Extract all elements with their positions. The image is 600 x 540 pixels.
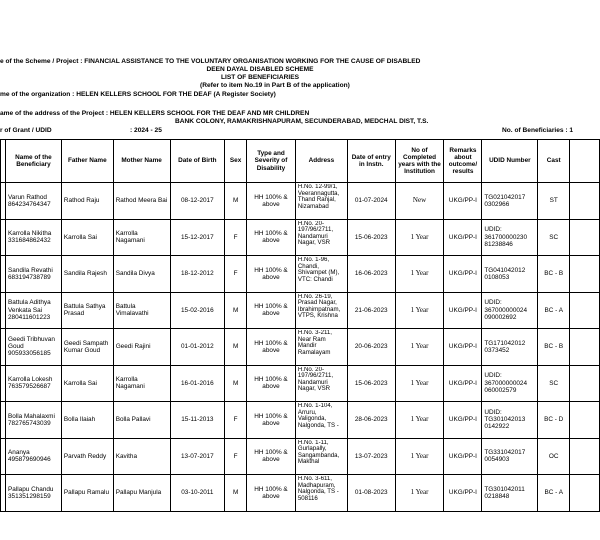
cell-address — [295, 256, 347, 293]
col-sex: Sex — [225, 140, 247, 183]
cell-mother: Rathod Meera Bai — [113, 183, 170, 220]
row-edge-right — [570, 256, 600, 293]
cell-mother: Pallapu Manjula — [113, 475, 170, 512]
row-edge-right — [570, 292, 600, 329]
col-mother: Mother Name — [113, 140, 170, 183]
cell-years: 1 Year — [395, 292, 444, 329]
cell-name: Sandila Revathi 683194738789 — [6, 256, 62, 293]
cell-address-text: H.No. 3-611, Madhapuram, Nalgonda, TS - 508116 — [297, 476, 339, 502]
cell-dob: 03-10-2011 — [170, 475, 225, 512]
cell-type: HH 100% & above — [247, 183, 296, 220]
cell-name: Karrolla Nikitha 331684862432 — [6, 219, 62, 256]
row-edge-right — [570, 475, 600, 512]
cell-name: Ananya 495879690946 — [6, 438, 62, 475]
cell-name: Varun Rathod 864234764347 — [6, 183, 62, 220]
cell-udid: UDID: 361700000230 81238846 — [482, 219, 538, 256]
scheme-title: e of the Scheme / Project : FINANCIAL ASSISTANCE TO THE VOLUNTARY ORGANISATION WORKING FOR THE CAUSE OF DISABLED — [0, 58, 421, 65]
cell-address-text: H.No. 1-96, Chandi, Shivampet (M), VTC: Chandi — [297, 257, 340, 283]
cell-address — [295, 219, 347, 256]
cell-sex: M — [225, 329, 247, 366]
cell-sex: F — [225, 402, 247, 439]
cell-dob: 13-07-2017 — [170, 438, 225, 475]
cell-entry: 15-06-2023 — [347, 365, 395, 402]
cell-remarks: UKG/PP-I — [444, 402, 482, 439]
cell-caste: BC - B — [538, 329, 570, 366]
cell-remarks: UKG/PP-I — [444, 219, 482, 256]
table-row — [1, 329, 600, 366]
cell-dob: 15-11-2013 — [170, 402, 225, 439]
cell-entry: 01-08-2023 — [347, 475, 395, 512]
list-title: LIST OF BENEFICIARIES — [220, 74, 300, 81]
cell-years: 1 Year — [395, 219, 444, 256]
col-remarks: Remarks about outcome/ results — [444, 140, 482, 183]
cell-father: Bolla Ilaiah — [61, 402, 113, 439]
cell-remarks: UKG/PP-I — [444, 256, 482, 293]
cell-sex: F — [225, 219, 247, 256]
cell-caste: BC - A — [538, 292, 570, 329]
col-address: Address — [295, 140, 347, 183]
cell-entry: 15-06-2023 — [347, 219, 395, 256]
cell-type: HH 100% & above — [247, 438, 296, 475]
table-row — [1, 183, 600, 220]
cell-years: 1 Year — [395, 438, 444, 475]
cell-father: Karrolla Sai — [61, 365, 113, 402]
cell-remarks: UKG/PP-I — [444, 438, 482, 475]
cell-address-text: H.No. 20-197/96/2711, Nandamuri Nagar, VSR — [297, 366, 334, 393]
cell-sex: F — [225, 438, 247, 475]
cell-dob: 15-12-2017 — [170, 219, 225, 256]
cell-name: Geedi Tribhuvan Goud 905933056185 — [6, 329, 62, 366]
cell-address-text: H.No. 20-197/96/2711, Nandamuri Nagar, VSR — [297, 220, 334, 247]
cell-years: New — [395, 183, 444, 220]
grant-value: : 2024 - 25 — [130, 127, 162, 134]
cell-entry: 28-06-2023 — [347, 402, 395, 439]
table-row — [1, 219, 600, 256]
cell-entry: 21-06-2023 — [347, 292, 395, 329]
cell-father: Sandila Rajesh — [61, 256, 113, 293]
cell-address-text: H.No. 1-11, Gurlapally, Sangambanda, Makthal — [297, 439, 340, 466]
cell-sex: F — [225, 256, 247, 293]
cell-udid: UDID: TG301042013 0142922 — [482, 402, 538, 439]
cell-entry: 20-06-2023 — [347, 329, 395, 366]
cell-mother: Karrolla Nagamani — [113, 365, 170, 402]
cell-years: 1 Year — [395, 365, 444, 402]
project-address-line: ame of the address of the Project : HELEN KELLERS SCHOOL FOR THE DEAF AND MR CHILDREN — [0, 110, 310, 117]
cell-dob: 18-12-2012 — [170, 256, 225, 293]
cell-address-text: H.No. 12-99/1, Veerannagutta, Thand Ranjal, Nizamabad — [297, 184, 340, 210]
cell-address — [295, 475, 347, 512]
table-row — [1, 292, 600, 329]
cell-sex: M — [225, 183, 247, 220]
cell-type: HH 100% & above — [247, 402, 296, 439]
cell-address-text: H.No. 3-211, Near Ram Mandir Ramalayam — [297, 330, 333, 356]
cell-type: HH 100% & above — [247, 365, 296, 402]
row-edge-right — [570, 438, 600, 475]
cell-mother: Kavitha — [113, 438, 170, 475]
cell-mother: Karrolla Nagamani — [113, 219, 170, 256]
table-row — [1, 256, 600, 293]
cell-udid: TG171042012 0373452 — [482, 329, 538, 366]
cell-remarks: UKG/PP-I — [444, 292, 482, 329]
cell-caste: BC - D — [538, 402, 570, 439]
cell-mother: Bolla Pallavi — [113, 402, 170, 439]
col-entry: Date of entry in Instn. — [347, 140, 395, 183]
beneficiary-count: No. of Beneficiaries : 1 — [502, 127, 574, 134]
col-udid: UDID Number — [482, 140, 538, 183]
cell-remarks: UKG/PP-I — [444, 365, 482, 402]
cell-name: Battula Adithya Venkata Sai 280411601223 — [6, 292, 62, 329]
cell-udid: TG301042011 0218848 — [482, 475, 538, 512]
cell-address — [295, 402, 347, 439]
cell-dob: 01-01-2012 — [170, 329, 225, 366]
cell-years: 1 Year — [395, 402, 444, 439]
beneficiaries-table — [0, 139, 600, 512]
cell-sex: M — [225, 475, 247, 512]
cell-father: Geedi Sampath Kumar Goud — [61, 329, 113, 366]
table-header-row — [1, 140, 600, 183]
cell-dob: 15-02-2016 — [170, 292, 225, 329]
cell-udid: TG331042017 0054903 — [482, 438, 538, 475]
cell-entry: 16-06-2023 — [347, 256, 395, 293]
col-father: Father Name — [61, 140, 113, 183]
table-row — [1, 475, 600, 512]
cell-dob: 16-01-2016 — [170, 365, 225, 402]
col-caste: Cast — [538, 140, 570, 183]
organization-line: me of the organization : HELEN KELLERS SCHOOL FOR THE DEAF (A Register Society) — [0, 91, 276, 98]
cell-years: 1 Year — [395, 329, 444, 366]
cell-mother: Battula Vimalavathi — [113, 292, 170, 329]
cell-caste: BC - A — [538, 475, 570, 512]
cell-address — [295, 183, 347, 220]
cell-address-text: H.No. 1-104, Arruru, Valigonda, Nalgonda, TS - — [297, 403, 339, 429]
cell-sex: M — [225, 365, 247, 402]
cell-name: Bolla Mahalaxmi 782765743039 — [6, 402, 62, 439]
cell-address — [295, 438, 347, 475]
cell-udid: TG041042012 0108053 — [482, 256, 538, 293]
col-dob: Date of Birth — [170, 140, 225, 183]
cell-type: HH 100% & above — [247, 475, 296, 512]
col-years: No of Completed years with the Institution — [395, 140, 444, 183]
row-edge-right — [570, 365, 600, 402]
refer-note: (Refer to item No.19 in Part B of the application) — [200, 82, 350, 89]
cell-type: HH 100% & above — [247, 256, 296, 293]
row-edge-right — [570, 402, 600, 439]
cell-caste: OC — [538, 438, 570, 475]
cell-name: Karrolla Lokesh 763579526687 — [6, 365, 62, 402]
cell-father: Pallapu Ramalu — [61, 475, 113, 512]
cell-sex: M — [225, 292, 247, 329]
cell-type: HH 100% & above — [247, 292, 296, 329]
cell-address-text: H.No. 26-19, Prasad Nagar, Ibrahimpatnam, VTPS, Krishna — [297, 293, 341, 320]
row-edge-right — [570, 219, 600, 256]
cell-udid: UDID: 367000000024 090002692 — [482, 292, 538, 329]
cell-entry: 01-07-2024 — [347, 183, 395, 220]
cell-dob: 08-12-2017 — [170, 183, 225, 220]
cell-udid: TG021042017 0302966 — [482, 183, 538, 220]
cell-remarks: UKG/PP-I — [444, 475, 482, 512]
row-edge-right — [570, 329, 600, 366]
table-row — [1, 365, 600, 402]
col-edge-right — [570, 140, 600, 183]
col-type: Type and Severity of Disability — [247, 140, 296, 183]
col-name: Name of the Beneficiary — [6, 140, 62, 183]
cell-address — [295, 365, 347, 402]
row-edge-right — [570, 183, 600, 220]
cell-caste: BC - B — [538, 256, 570, 293]
cell-years: 1 Year — [395, 256, 444, 293]
table-row — [1, 402, 600, 439]
cell-type: HH 100% & above — [247, 329, 296, 366]
cell-father: Parvath Reddy — [61, 438, 113, 475]
scheme-subtitle: DEEN DAYAL DISABLED SCHEME — [206, 66, 314, 73]
cell-type: HH 100% & above — [247, 219, 296, 256]
cell-mother: Sandila Divya — [113, 256, 170, 293]
table-row — [1, 438, 600, 475]
cell-address — [295, 329, 347, 366]
cell-caste: SC — [538, 219, 570, 256]
project-address-line-2: BANK COLONY, RAMAKRISHNAPURAM, SECUNDERABAD, MEDCHAL DIST, T.S. — [175, 118, 429, 125]
cell-address — [295, 292, 347, 329]
cell-father: Battula Sathya Prasad — [61, 292, 113, 329]
cell-remarks: UKG/PP-I — [444, 183, 482, 220]
cell-father: Karrolla Sai — [61, 219, 113, 256]
cell-remarks: UKG/PP-I — [444, 329, 482, 366]
cell-father: Rathod Raju — [61, 183, 113, 220]
cell-entry: 13-07-2023 — [347, 438, 395, 475]
cell-udid: UDID: 367000000024 060002579 — [482, 365, 538, 402]
grant-label: r of Grant / UDID — [0, 127, 52, 134]
cell-years: 1 Year — [395, 475, 444, 512]
cell-mother: Geedi Rajini — [113, 329, 170, 366]
cell-caste: SC — [538, 365, 570, 402]
cell-caste: ST — [538, 183, 570, 220]
cell-name: Pallapu Chandu 351351298159 — [6, 475, 62, 512]
